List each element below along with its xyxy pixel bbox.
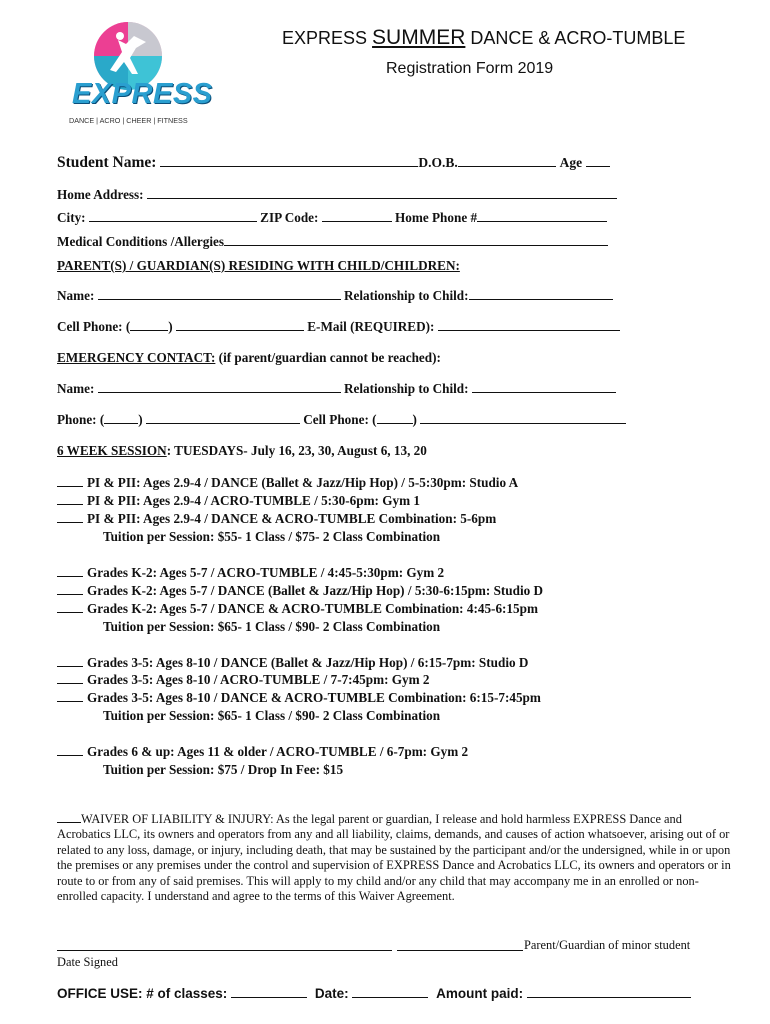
office-amount-label: Amount paid: (436, 986, 524, 1001)
class-checkbox[interactable] (57, 583, 83, 595)
class-option[interactable] (57, 493, 420, 509)
medical-label: Medical Conditions /Allergies (57, 234, 225, 249)
logo-tagline: DANCE | ACRO | CHEER | FITNESS (69, 116, 188, 125)
student-row (57, 154, 610, 172)
home-phone-field[interactable] (477, 210, 607, 222)
class-label: PI & PII: Ages 2.9-4 / ACRO-TUMBLE / 5:30-6pm: Gym 1 (87, 493, 420, 508)
emergency-cell-area-field[interactable] (377, 412, 413, 424)
parent-email-field[interactable] (438, 319, 620, 331)
age-field[interactable] (586, 155, 610, 167)
title-summer: SUMMER (372, 26, 466, 49)
date-signed-label: Date Signed (57, 955, 118, 969)
logo-graphic (60, 14, 210, 130)
city-row (57, 210, 607, 226)
waiver-initial-field[interactable] (57, 811, 81, 823)
emergency-cell-field[interactable] (420, 412, 626, 424)
office-classes-label: OFFICE USE: # of classes: (57, 986, 228, 1001)
office-date-field[interactable] (352, 986, 428, 998)
page-subtitle: Registration Form 2019 (386, 60, 554, 77)
class-option[interactable] (57, 565, 444, 581)
class-checkbox[interactable] (57, 690, 83, 702)
emergency-relationship-label: Relationship to Child: (343, 381, 469, 396)
class-label: Grades 3-5: Ages 8-10 / DANCE (Ballet & Jazz/Hip Hop) / 6:15-7pm: Studio D (87, 655, 529, 670)
waiver-text: WAIVER OF LIABILITY & INJURY: As the legal parent or guardian, I release and hold harmless EXPRESS Dance and Acrobatics LLC, its owners and operators from any and all liability, claims, demands, and causes of action whatsoever, arising out of or related to any loss, damage, or injury, including death, that may be sustained by the participant and/or the undersigned, while in or upon the premises or any premises under the control and supervision of EXPRESS Dance and Acrobatics LLC, its owners and operators or in route to or from any of said premises. This will apply to my child and/or any child that may accompany me in an enrolled or non-enrolled capacity. I understand and agree to the terms of this Waiver Agreement. (57, 812, 731, 904)
emergency-phone-row (57, 412, 626, 428)
class-option[interactable] (57, 601, 538, 617)
class-checkbox[interactable] (57, 655, 83, 667)
emergency-phone-close: ) (138, 412, 143, 427)
home-address-label: Home Address: (57, 187, 144, 202)
class-checkbox[interactable] (57, 672, 83, 684)
emergency-name-row (57, 381, 616, 397)
class-label: PI & PII: Ages 2.9-4 / DANCE (Ballet & Jazz/Hip Hop) / 5-5:30pm: Studio A (87, 475, 519, 490)
parent-signature-line[interactable] (397, 950, 523, 951)
office-amount-field[interactable] (527, 986, 691, 998)
office-use-row (57, 986, 691, 1001)
zip-field[interactable] (322, 210, 392, 222)
class-checkbox[interactable] (57, 475, 83, 487)
office-date-label: Date: (314, 986, 349, 1001)
emergency-cell-label: Cell Phone: ( (303, 412, 377, 427)
class-label: PI & PII: Ages 2.9-4 / DANCE & ACRO-TUMBLE Combination: 5-6pm (87, 511, 497, 526)
emergency-phone-field[interactable] (146, 412, 300, 424)
parent-guardian-label: Parent/Guardian of minor student (524, 938, 691, 952)
parent-cell-close: ) (168, 319, 173, 334)
medical-row (57, 234, 608, 250)
session-heading (57, 443, 427, 459)
class-checkbox[interactable] (57, 601, 83, 613)
session-heading-label: 6 WEEK SESSION (57, 443, 167, 458)
parent-cell-row (57, 319, 620, 335)
home-phone-label: Home Phone # (395, 210, 478, 225)
page-title (282, 26, 685, 50)
class-checkbox[interactable] (57, 565, 83, 577)
class-option[interactable] (57, 690, 541, 706)
emergency-phone-area-field[interactable] (104, 412, 138, 424)
emergency-cell-close: ) (412, 412, 417, 427)
signature-line[interactable] (57, 950, 392, 951)
parent-cell-label: Cell Phone: ( (57, 319, 131, 334)
tuition-line: Tuition per Session: $65- 1 Class / $90- 2 Class Combination (103, 708, 441, 723)
age-label: Age (559, 155, 583, 170)
emergency-name-label: Name: (57, 381, 95, 396)
class-option[interactable] (57, 672, 430, 688)
class-checkbox[interactable] (57, 493, 83, 505)
tuition-line: Tuition per Session: $65- 1 Class / $90- 2 Class Combination (103, 619, 441, 634)
class-checkbox[interactable] (57, 744, 83, 756)
waiver-paragraph (57, 811, 731, 904)
class-label: Grades 3-5: Ages 8-10 / ACRO-TUMBLE / 7-7:45pm: Gym 2 (87, 672, 430, 687)
emergency-heading-label: EMERGENCY CONTACT: (57, 350, 216, 365)
parents-heading: PARENT(S) / GUARDIAN(S) RESIDING WITH CHILD/CHILDREN: (57, 258, 460, 273)
parent-cell-field[interactable] (176, 319, 304, 331)
class-label: Grades K-2: Ages 5-7 / DANCE (Ballet & Jazz/Hip Hop) / 5:30-6:15pm: Studio D (87, 583, 544, 598)
title-suffix: DANCE & ACRO-TUMBLE (465, 28, 686, 48)
tuition-line: Tuition per Session: $75 / Drop In Fee: $15 (103, 762, 344, 777)
class-label: Grades K-2: Ages 5-7 / ACRO-TUMBLE / 4:45-5:30pm: Gym 2 (87, 565, 445, 580)
logo-wordmark: EXPRESS (72, 78, 213, 110)
class-option[interactable] (57, 744, 468, 760)
home-address-row (57, 187, 617, 203)
class-label: Grades 3-5: Ages 8-10 / DANCE & ACRO-TUMBLE Combination: 6:15-7:45pm (87, 690, 541, 705)
class-checkbox[interactable] (57, 511, 83, 523)
city-field[interactable] (89, 210, 257, 222)
student-name-label: Student Name: (57, 154, 157, 171)
parent-email-label: E-Mail (REQUIRED): (307, 319, 435, 334)
emergency-relationship-field[interactable] (472, 381, 616, 393)
emergency-name-field[interactable] (98, 381, 341, 393)
class-option[interactable] (57, 511, 496, 527)
dob-field[interactable] (458, 155, 556, 167)
emergency-phone-label: Phone: ( (57, 412, 105, 427)
tuition-line: Tuition per Session: $55- 1 Class / $75- 2 Class Combination (103, 529, 441, 544)
parent-relationship-field[interactable] (469, 288, 613, 300)
parent-cell-area-field[interactable] (130, 319, 168, 331)
emergency-heading-note: (if parent/guardian cannot be reached): (215, 350, 441, 365)
session-dates: : TUESDAYS- July 16, 23, 30, August 6, 13, 20 (166, 443, 427, 458)
title-prefix: EXPRESS (282, 28, 373, 48)
student-name-field[interactable] (160, 155, 418, 167)
emergency-heading (57, 350, 441, 366)
express-logo (60, 14, 213, 130)
parent-name-row (57, 288, 613, 304)
home-address-field[interactable] (147, 187, 617, 199)
dob-label: D.O.B. (418, 155, 458, 170)
office-classes-field[interactable] (231, 986, 307, 998)
parent-name-label: Name: (57, 288, 95, 303)
medical-field[interactable] (224, 234, 608, 246)
class-label: Grades K-2: Ages 5-7 / DANCE & ACRO-TUMBLE Combination: 4:45-6:15pm (87, 601, 538, 616)
city-label: City: (57, 210, 86, 225)
class-label: Grades 6 & up: Ages 11 & older / ACRO-TUMBLE / 6-7pm: Gym 2 (87, 744, 469, 759)
class-option[interactable] (57, 475, 518, 491)
parent-name-field[interactable] (98, 288, 341, 300)
parent-relationship-label: Relationship to Child: (343, 288, 469, 303)
class-option[interactable] (57, 583, 543, 599)
zip-label: ZIP Code: (260, 210, 319, 225)
class-option[interactable] (57, 655, 528, 671)
